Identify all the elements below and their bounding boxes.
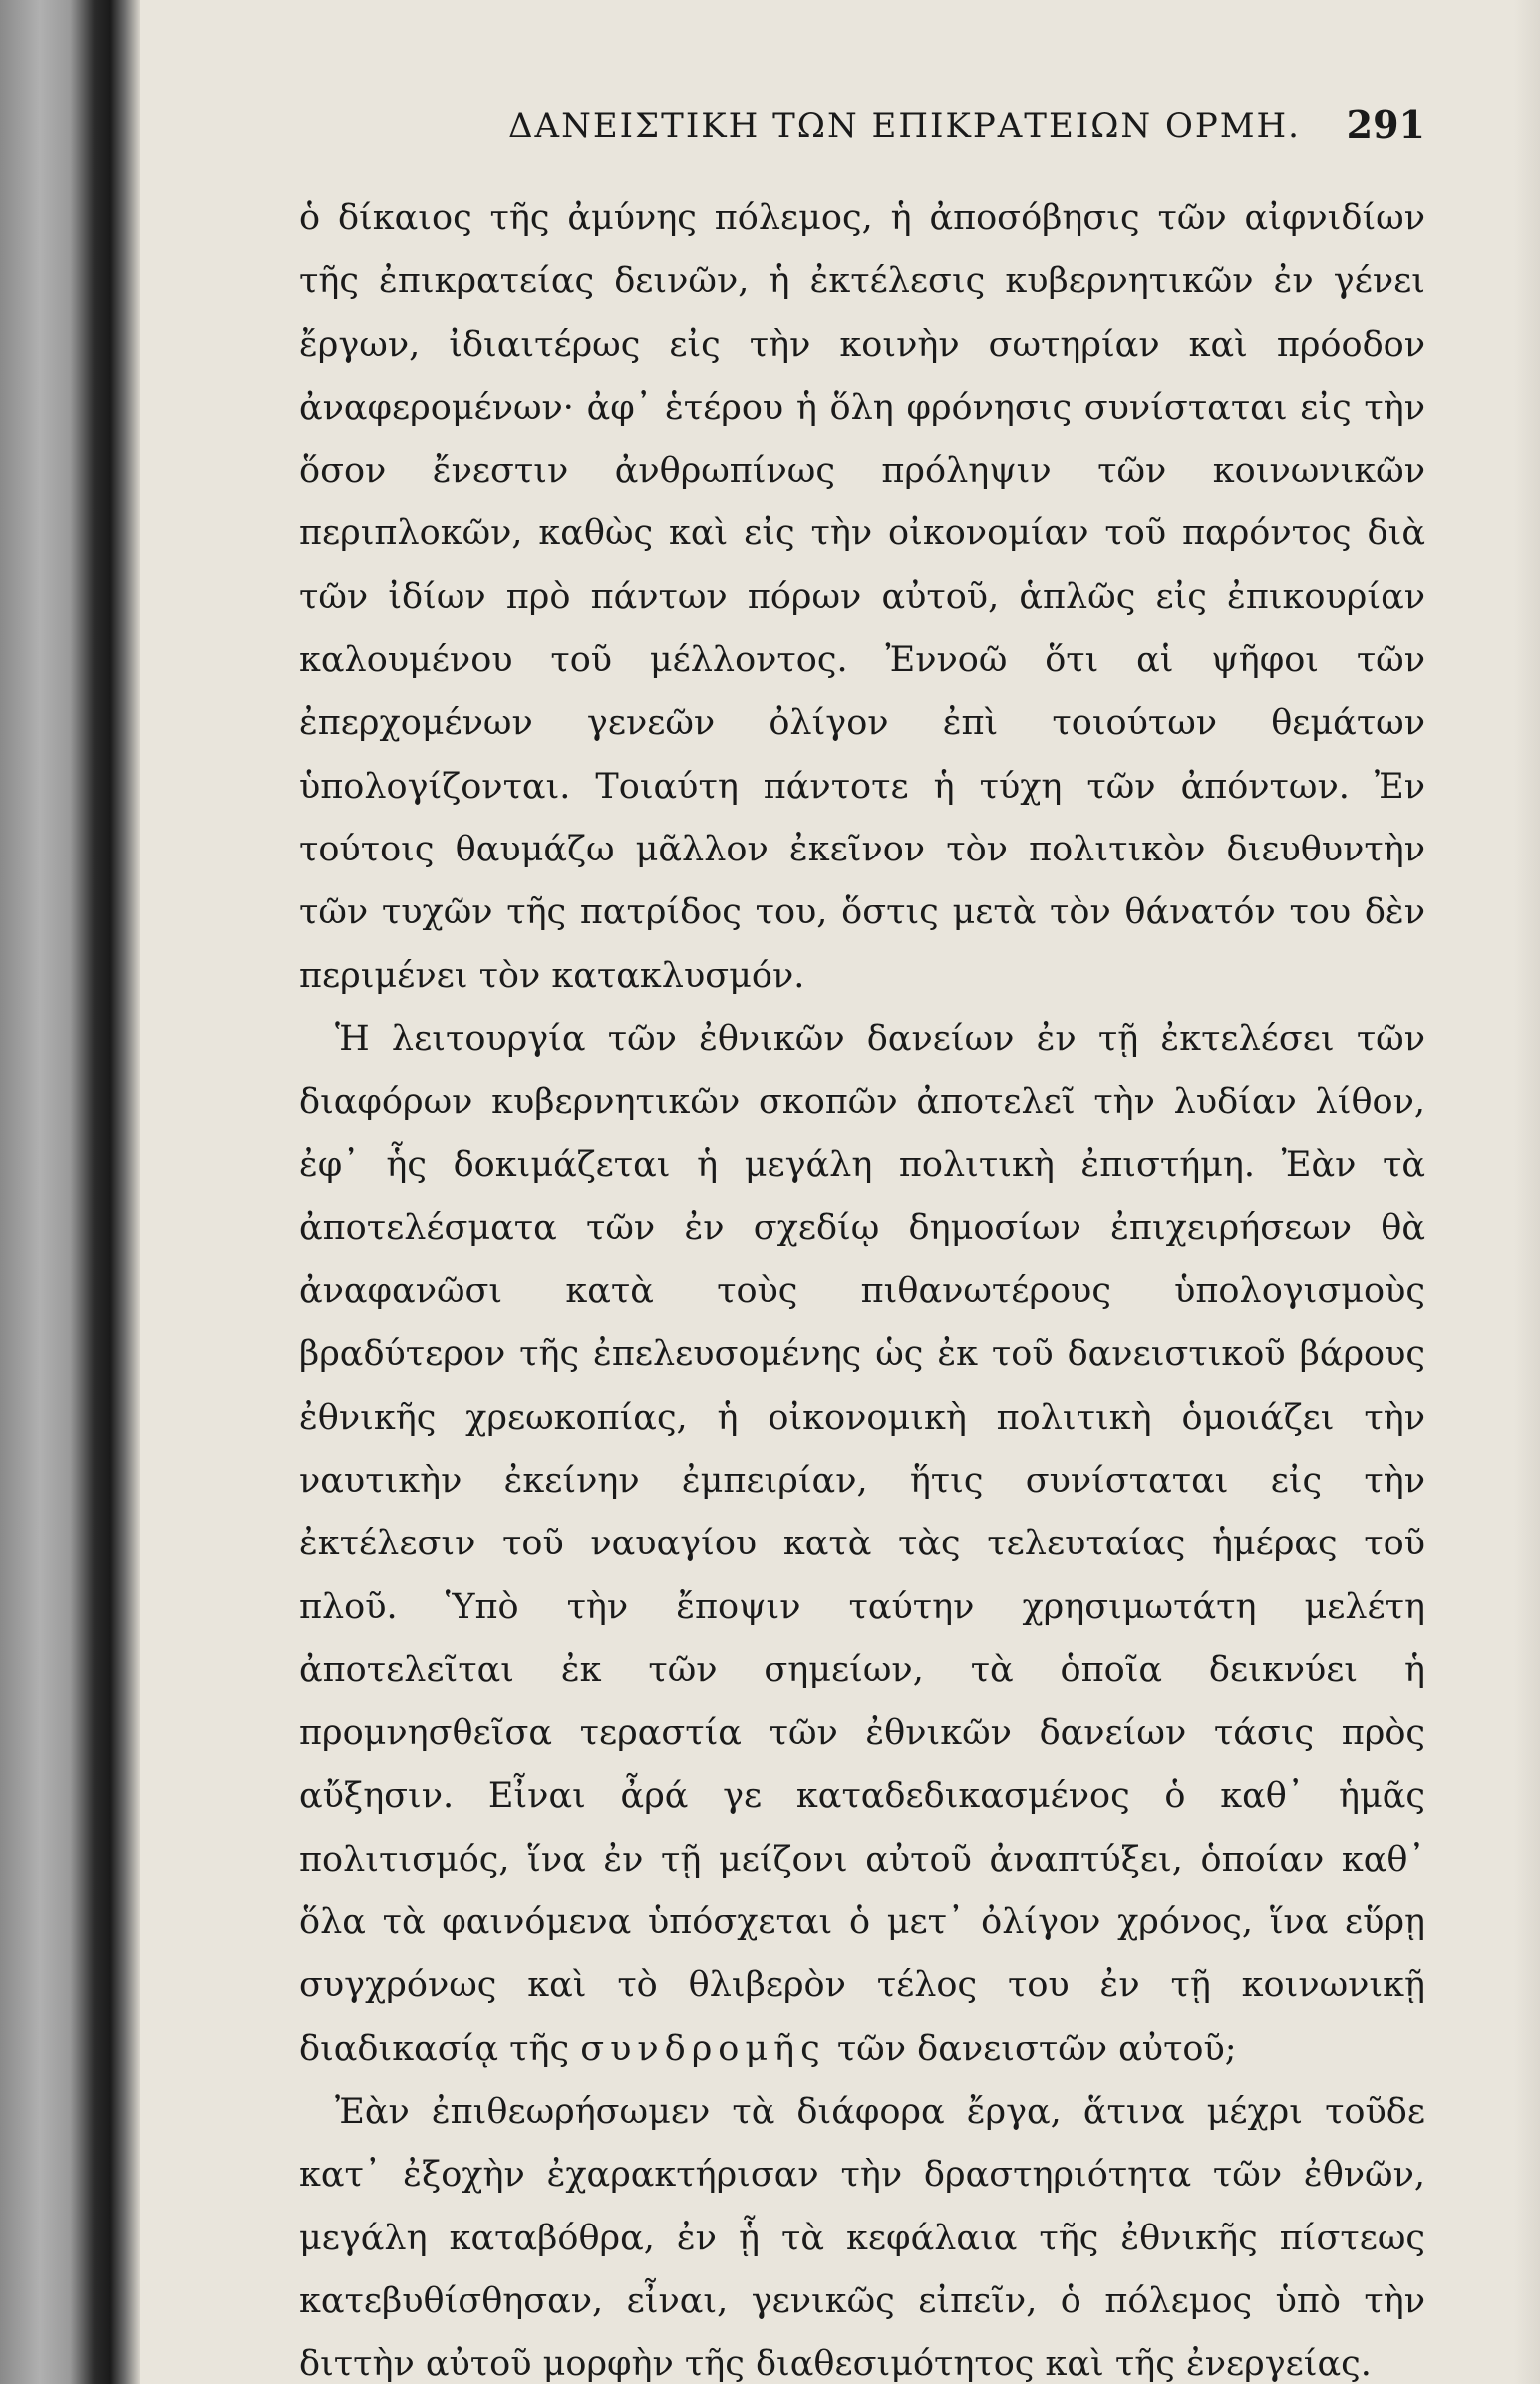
running-header [299, 100, 1425, 170]
paragraph-2-text: Ἡ λειτουργία τῶν ἐθνικῶν δανείων ἐν τῇ ἐκτελέσει τῶν διαφόρων κυβερνητικῶν σκοπῶν ἀποτελεῖ τὴν λυδίαν λίθον, ἐφ᾽ ἧς δοκιμάζεται ἡ μεγάλη πολιτικὴ ἐπιστήμη. Ἐὰν τὰ ἀποτελέσματα τῶν ἐν σχεδίῳ δημοσίων ἐπιχειρήσεων θὰ ἀναφανῶσι κατὰ τοὺς πιθανωτέρους ὑπολογισμοὺς βραδύτερον τῆς ἐπελευσομένης ὡς ἐκ τοῦ δανειστικοῦ βάρους ἐθνικῆς χρεωκοπίας, ἡ οἰκονομικὴ πολιτικὴ ὁμοιάζει τὴν ναυτικὴν ἐκείνην ἐμπειρίαν, ἥτις συνίσταται εἰς τὴν ἐκτέλεσιν τοῦ ναυαγίου κατὰ τὰς τελευταίας ἡμέρας τοῦ πλοῦ. Ὑπὸ τὴν ἔποψιν ταύτην χρησιμωτάτη μελέτη ἀποτελεῖται ἐκ τῶν σημείων, τὰ ὁποῖα δεικνύει ἡ προμνησθεῖσα τεραστία τῶν ἐθνικῶν δανείων τάσις πρὸς αὔξησιν. Εἶναι ἆρά γε καταδεδικασμένος ὁ καθ᾽ ἡμᾶς πολιτισμός, ἵνα ἐν τῇ μείζονι αὐτοῦ ἀναπτύξει, ὁποίαν καθ᾽ ὅλα τὰ φαινόμενα ὑπόσχεται ὁ μετ᾽ ὀλίγον χρόνος, ἵνα εὕρῃ συγχρόνως καὶ τὸ θλιβερὸν τέλος του ἐν τῇ κοινωνικῇ διαδικασίᾳ τῆς [299, 1018, 1425, 2069]
page-number: 291 [1346, 102, 1425, 147]
spaced-emphasis-word: συνδρομῆς [580, 2028, 826, 2069]
paragraph-3 [299, 2081, 1425, 2396]
body-text [299, 187, 1425, 2396]
paragraph-2-ending: τῶν δανειστῶν αὐτοῦ; [836, 2028, 1237, 2069]
running-title: ΔΑΝΕΙΣΤΙΚΗ ΤΩΝ ΕΠΙΚΡΑΤΕΙΩΝ ΟΡΜΗ. [508, 106, 1301, 146]
page-edge [1514, 0, 1540, 2384]
book-binding-gutter [0, 0, 140, 2384]
paragraph-1 [299, 187, 1425, 1008]
book-page [299, 100, 1425, 2396]
paragraph-1-text: ὁ δίκαιος τῆς ἀμύνης πόλεμος, ἡ ἀποσόβησις τῶν αἰφνιδίων τῆς ἐπικρατείας δεινῶν, ἡ ἐκτέλεσις κυβερνητικῶν ἐν γένει ἔργων, ἰδιαιτέρως εἰς τὴν κοινὴν σωτηρίαν καὶ πρόοδον ἀναφερομένων· ἀφ᾽ ἑτέρου ἡ ὅλη φρόνησις συνίσταται εἰς τὴν ὅσον ἔνεστιν ἀνθρωπίνως πρόληψιν τῶν κοινωνικῶν περιπλοκῶν, καθὼς καὶ εἰς τὴν οἰκονομίαν τοῦ παρόντος διὰ τῶν ἰδίων πρὸ πάντων πόρων αὐτοῦ, ἁπλῶς εἰς ἐπικουρίαν καλουμένου τοῦ μέλλοντος. Ἐννοῶ ὅτι αἱ ψῆφοι τῶν ἐπερχομένων γενεῶν ὀλίγον ἐπὶ τοιούτων θεμάτων ὑπολογίζονται. Τοιαύτη πάντοτε ἡ τύχη τῶν ἀπόντων. Ἐν τούτοις θαυμάζω μᾶλλον ἐκεῖνον τὸν πολιτικὸν διευθυντὴν τῶν τυχῶν τῆς πατρίδος του, ὅστις μετὰ τὸν θάνατόν του δὲν περιμένει τὸν κατακλυσμόν. [299, 198, 1425, 996]
paragraph-3-text: Ἐὰν ἐπιθεωρήσωμεν τὰ διάφορα ἔργα, ἅτινα μέχρι τοῦδε κατ᾽ ἐξοχὴν ἐχαρακτήρισαν τὴν δραστηριότητα τῶν ἐθνῶν, μεγάλη καταβόθρα, ἐν ᾗ τὰ κεφάλαια τῆς ἐθνικῆς πίστεως κατεβυθίσθησαν, εἶναι, γενικῶς εἰπεῖν, ὁ πόλεμος ὑπὸ τὴν διττὴν αὐτοῦ μορφὴν τῆς διαθεσιμότητος καὶ τῆς ἐνεργείας. [299, 2091, 1425, 2385]
paragraph-2 [299, 1008, 1425, 2081]
